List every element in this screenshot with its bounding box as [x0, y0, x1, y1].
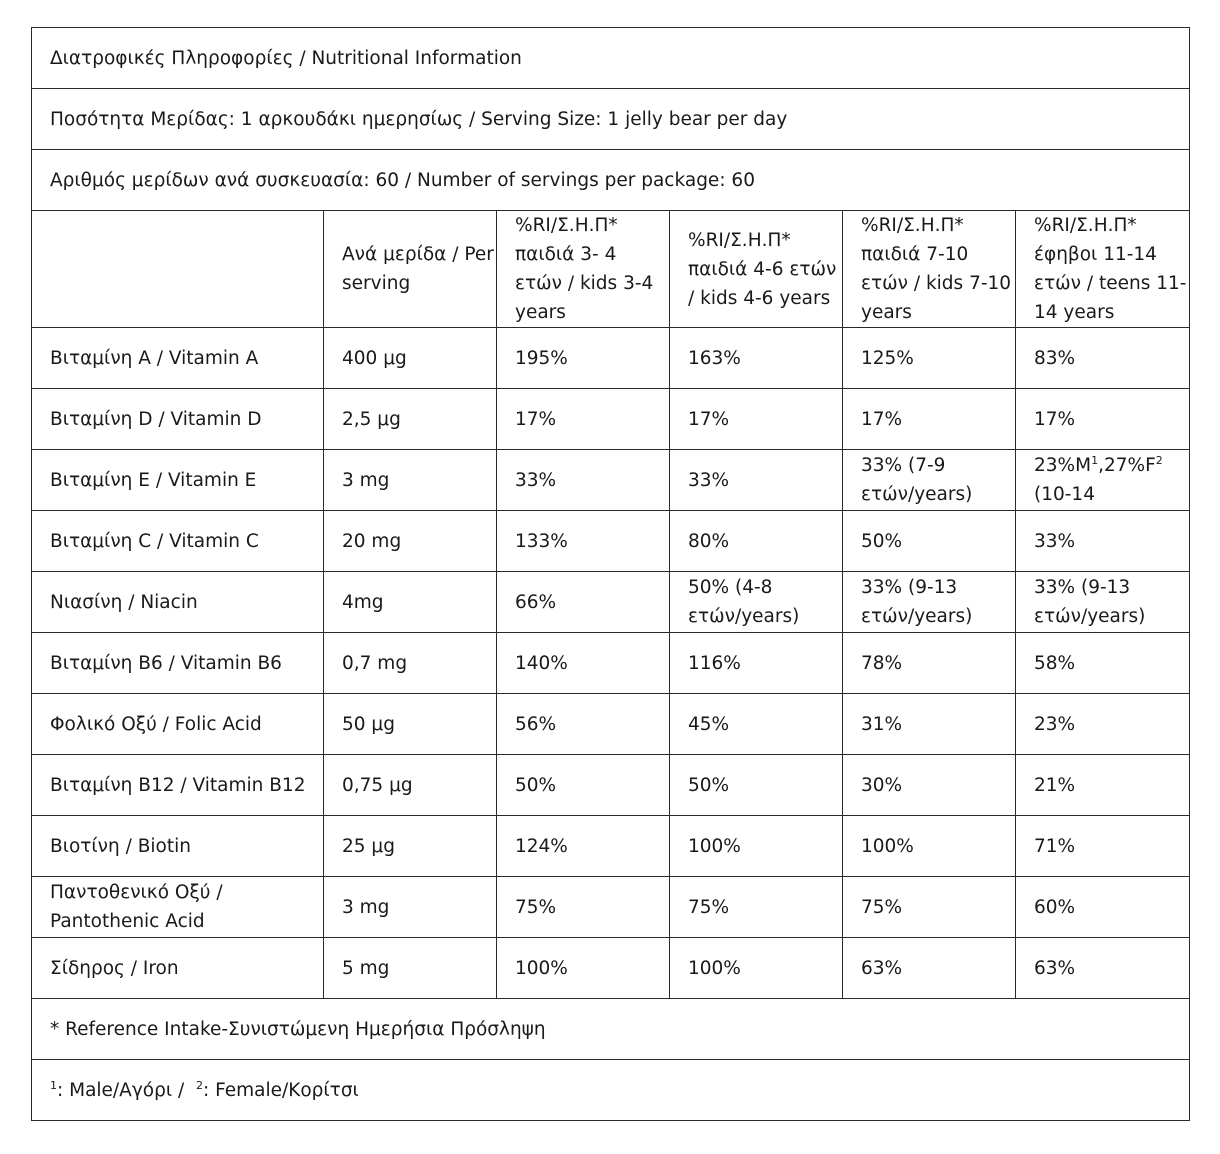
- ri-kids-4-6: 45%: [670, 694, 843, 755]
- female-footnote-marker: 2: [1155, 453, 1163, 467]
- ri-teens-11-14: 21%: [1016, 755, 1190, 816]
- ri-kids-4-6: 80%: [670, 511, 843, 572]
- ri-teens-11-14: 17%: [1016, 389, 1190, 450]
- ri-kids-7-10: 31%: [843, 694, 1016, 755]
- per-serving-value: 0,75 μg: [324, 755, 497, 816]
- ri-kids-4-6: 33%: [670, 450, 843, 511]
- per-serving-value: 4mg: [324, 572, 497, 633]
- male-footnote-marker: 1: [1091, 453, 1099, 467]
- header-nutrient: [32, 211, 324, 328]
- ri-kids-7-10: 50%: [843, 511, 1016, 572]
- header-kids-4-6: %RI/Σ.Η.Π* παιδιά 4-6 ετών / kids 4-6 years: [670, 211, 843, 328]
- nutrient-name: Βιταμίνη C / Vitamin C: [32, 511, 324, 572]
- servings-per-package-row: [32, 150, 1190, 211]
- ri-male-value: 23%M: [1034, 455, 1092, 476]
- per-serving-value: 20 mg: [324, 511, 497, 572]
- table-title: Διατροφικές Πληροφορίες / Nutritional Information: [32, 28, 1190, 89]
- ri-teens-11-14: 33% (9-13 ετών/years): [1016, 572, 1190, 633]
- female-footnote-marker: 2: [195, 1078, 203, 1092]
- header-per-serving: Ανά μερίδα / Per serving: [324, 211, 497, 328]
- table-row: [32, 450, 1190, 511]
- ri-teens-11-14: 60%: [1016, 877, 1190, 938]
- male-footnote-marker: 1: [50, 1078, 57, 1092]
- table-row: [32, 938, 1190, 999]
- nutrient-name: Παντοθενικό Οξύ / Pantothenic Acid: [32, 877, 324, 938]
- male-footnote-text: : Male/Αγόρι /: [57, 1079, 185, 1101]
- ri-kids-3-4: 33%: [497, 450, 670, 511]
- ri-kids-3-4: 124%: [497, 816, 670, 877]
- ri-teens-11-14: 71%: [1016, 816, 1190, 877]
- ri-kids-7-10: 78%: [843, 633, 1016, 694]
- nutrient-name: Βιταμίνη B6 / Vitamin B6: [32, 633, 324, 694]
- nutrition-table: [31, 27, 1190, 1121]
- header-kids-7-10: %RI/Σ.Η.Π* παιδιά 7-10 ετών / kids 7-10 years: [843, 211, 1016, 328]
- ri-kids-4-6: 17%: [670, 389, 843, 450]
- table-row: [32, 816, 1190, 877]
- ri-teens-11-14: 23%: [1016, 694, 1190, 755]
- ri-kids-3-4: 75%: [497, 877, 670, 938]
- ri-kids-3-4: 17%: [497, 389, 670, 450]
- ri-kids-4-6: 75%: [670, 877, 843, 938]
- table-row: [32, 694, 1190, 755]
- table-row: [32, 633, 1190, 694]
- per-serving-value: 5 mg: [324, 938, 497, 999]
- ri-teens-11-14: 58%: [1016, 633, 1190, 694]
- ri-kids-4-6: 163%: [670, 328, 843, 389]
- ri-kids-4-6: 50%: [670, 755, 843, 816]
- ri-kids-4-6: 116%: [670, 633, 843, 694]
- footnote-reference-intake: * Reference Intake-Συνιστώμενη Ημερήσια Πρόσληψη: [32, 999, 1190, 1060]
- ri-teens-11-14: [1016, 450, 1190, 511]
- per-serving-value: 25 μg: [324, 816, 497, 877]
- nutrient-name: Σίδηρος / Iron: [32, 938, 324, 999]
- footnote-gender-row: [32, 1060, 1190, 1121]
- nutrient-name: Βιοτίνη / Biotin: [32, 816, 324, 877]
- ri-kids-3-4: 50%: [497, 755, 670, 816]
- table-row: [32, 511, 1190, 572]
- header-teens-11-14: %RI/Σ.Η.Π* έφηβοι 11-14 ετών / teens 11-14 years: [1016, 211, 1190, 328]
- ri-kids-7-10: 30%: [843, 755, 1016, 816]
- ri-teens-11-14: 63%: [1016, 938, 1190, 999]
- nutrient-name: Βιταμίνη A / Vitamin A: [32, 328, 324, 389]
- nutrient-name: Νιασίνη / Niacin: [32, 572, 324, 633]
- per-serving-value: 50 μg: [324, 694, 497, 755]
- table-row: [32, 877, 1190, 938]
- per-serving-value: 2,5 μg: [324, 389, 497, 450]
- ri-teens-11-14: 33%: [1016, 511, 1190, 572]
- ri-kids-7-10: 17%: [843, 389, 1016, 450]
- nutrient-name: Φολικό Οξύ / Folic Acid: [32, 694, 324, 755]
- table-row: [32, 389, 1190, 450]
- header-kids-3-4: %RI/Σ.Η.Π* παιδιά 3- 4 ετών / kids 3-4 years: [497, 211, 670, 328]
- ri-kids-3-4: 56%: [497, 694, 670, 755]
- ri-kids-3-4: 133%: [497, 511, 670, 572]
- ri-kids-3-4: 195%: [497, 328, 670, 389]
- ri-kids-4-6: 100%: [670, 816, 843, 877]
- table-row: [32, 572, 1190, 633]
- female-footnote-text: : Female/Κορίτσι: [202, 1079, 359, 1101]
- column-header-row: [32, 211, 1190, 328]
- ri-kids-3-4: 140%: [497, 633, 670, 694]
- title-row: [32, 28, 1190, 89]
- ri-kids-7-10: 75%: [843, 877, 1016, 938]
- nutrition-table-body: [32, 28, 1190, 1121]
- per-serving-value: 0,7 mg: [324, 633, 497, 694]
- ri-kids-7-10: 33% (7-9 ετών/years): [843, 450, 1016, 511]
- serving-size-row: [32, 89, 1190, 150]
- footnote-ri-row: [32, 999, 1190, 1060]
- ri-kids-7-10: 33% (9-13 ετών/years): [843, 572, 1016, 633]
- nutrient-name: Βιταμίνη D / Vitamin D: [32, 389, 324, 450]
- nutrient-name: Βιταμίνη B12 / Vitamin B12: [32, 755, 324, 816]
- per-serving-value: 400 μg: [324, 328, 497, 389]
- per-serving-value: 3 mg: [324, 877, 497, 938]
- table-row: [32, 328, 1190, 389]
- ri-kids-4-6: 100%: [670, 938, 843, 999]
- ri-kids-3-4: 100%: [497, 938, 670, 999]
- ri-kids-7-10: 100%: [843, 816, 1016, 877]
- ri-kids-4-6: 50% (4-8 ετών/years): [670, 572, 843, 633]
- ri-kids-7-10: 125%: [843, 328, 1016, 389]
- footnote-gender: [32, 1060, 1190, 1121]
- ri-kids-3-4: 66%: [497, 572, 670, 633]
- serving-size: Ποσότητα Μερίδας: 1 αρκουδάκι ημερησίως / Serving Size: 1 jelly bear per day: [32, 89, 1190, 150]
- ri-teens-11-14: 83%: [1016, 328, 1190, 389]
- table-row: [32, 755, 1190, 816]
- ri-female-value: ,27%F: [1098, 455, 1156, 476]
- nutrient-name: Βιταμίνη E / Vitamin E: [32, 450, 324, 511]
- ri-age-note: (10-14: [1034, 484, 1095, 505]
- servings-per-package: Αριθμός μερίδων ανά συσκευασία: 60 / Number of servings per package: 60: [32, 150, 1190, 211]
- ri-kids-7-10: 63%: [843, 938, 1016, 999]
- per-serving-value: 3 mg: [324, 450, 497, 511]
